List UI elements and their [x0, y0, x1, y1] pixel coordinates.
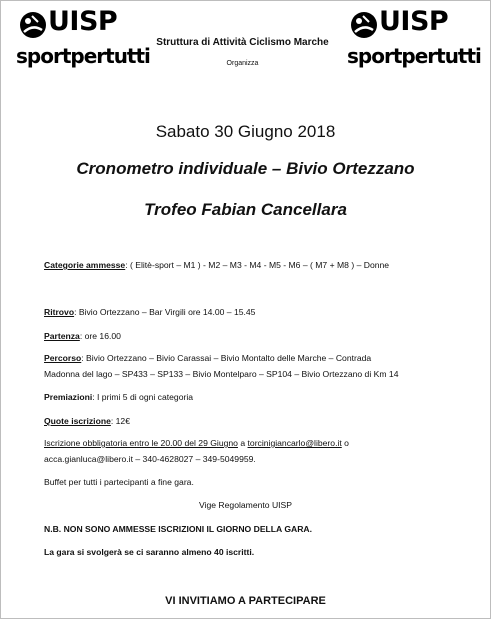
uisp-logo-left: [16, 6, 150, 80]
iscrizione-joiner: a: [237, 438, 248, 448]
email-primary-link[interactable]: torcinigiancarlo@libero.it: [247, 438, 342, 448]
iscrizione-text: Iscrizione obbligatoria entro le 20.00 del 29 Giugno: [44, 438, 238, 448]
invite-footer: VI INVITIAMO A PARTECIPARE: [165, 595, 326, 607]
logo-uisp-text: UISP: [379, 6, 449, 37]
uisp-logo-right: [347, 6, 481, 80]
percorso-label: Percorso: [44, 353, 82, 363]
nb-line: N.B. NON SONO AMMESSE ISCRIZIONI IL GIORNO DELLA GARA.: [44, 524, 313, 534]
categorie-label: Categorie ammesse: [44, 260, 126, 270]
quote-label: Quote iscrizione: [44, 416, 111, 426]
event-date: Sabato 30 Giugno 2018: [155, 122, 336, 141]
iscrizione-line-1: [44, 438, 349, 448]
ritrovo-value: : Bivio Ortezzano – Bar Virgili ore 14.00 – 15.45: [74, 307, 256, 317]
logo-uisp-text: UISP: [48, 6, 118, 37]
ritrovo-label: Ritrovo: [44, 307, 75, 317]
partenza-label: Partenza: [44, 331, 80, 341]
percorso-line-1: [44, 353, 371, 363]
partenza-line: [44, 331, 121, 341]
event-race-title: Cronometro individuale – Bivio Ortezzano: [76, 159, 415, 178]
organizer-title: Struttura di Attività Ciclismo Marche: [156, 37, 329, 48]
logo-tagline-text: sportpertutti: [16, 44, 150, 68]
premiazioni-line: [44, 392, 193, 402]
logo-tagline-text: sportpertutti: [347, 44, 481, 68]
cyclist-emblem-icon: [18, 10, 48, 42]
percorso-value-1: : Bivio Ortezzano – Bivio Carassai – Bivio Montalto delle Marche – Contrada: [81, 353, 372, 363]
buffet-line: Buffet per tutti i partecipanti a fine gara.: [44, 477, 194, 487]
categorie-line: [44, 260, 389, 270]
premiazioni-label: Premiazioni: [44, 392, 93, 402]
quote-value: : 12€: [110, 416, 130, 426]
regolamento-line: Vige Regolamento UISP: [199, 500, 292, 510]
ritrovo-line: [44, 307, 255, 317]
event-trophy: Trofeo Fabian Cancellara: [144, 200, 347, 219]
premiazioni-value: : I primi 5 di ogni categoria: [92, 392, 194, 402]
percorso-line-2: Madonna del lago – SP433 – SP133 – Bivio Montelparo – SP104 – Bivio Ortezzano di Km 14: [44, 369, 399, 379]
organizer-sub: Organizza: [226, 60, 259, 67]
partenza-value: : ore 16.00: [79, 331, 121, 341]
cyclist-emblem-icon: [349, 10, 379, 42]
condizione-line: La gara si svolgerà se ci saranno almeno 40 iscritti.: [44, 547, 255, 557]
iscrizione-line-2: acca.gianluca@libero.it – 340-4628027 – 349-5049959.: [44, 454, 256, 464]
categorie-value: : ( Elitè-sport – M1 ) - M2 – M3 - M4 - M5 - M6 – ( M7 + M8 ) – Donne: [125, 260, 390, 270]
email-joiner: o: [341, 438, 349, 448]
quote-line: [44, 416, 130, 426]
